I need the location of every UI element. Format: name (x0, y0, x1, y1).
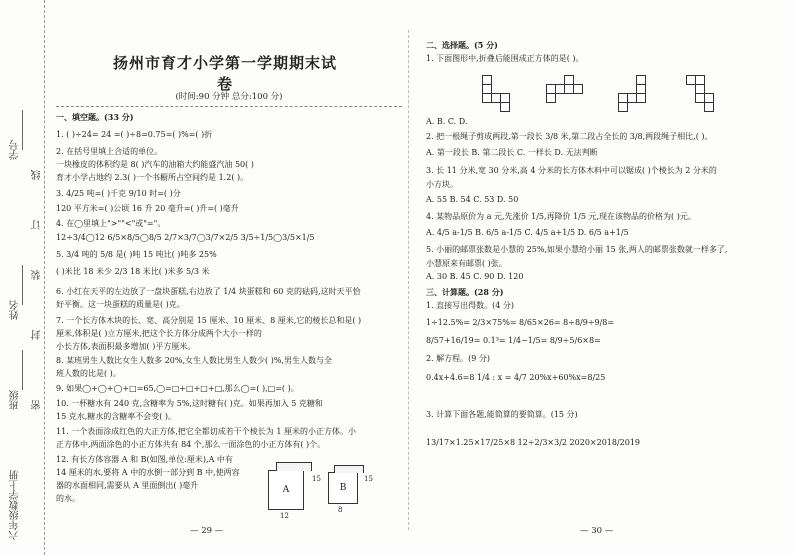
question-line: 2. 把一根绳子剪成两段,第一段长 3/8 米,第二段占全长的 3/8,两段绳子相比,( )。 (426, 132, 713, 141)
gutter-label-subject: 六年级数学上册 (10, 470, 21, 540)
gutter-mark: 密 (32, 400, 43, 410)
exam-title: 扬州市育才小学第一学期期末试卷 (112, 54, 337, 93)
gutter-label-student-id: 学号 (10, 140, 21, 160)
question-line: 班人数的比是( )。 (56, 369, 121, 378)
question-line: 1. 直接写出得数。(4 分) (426, 301, 515, 310)
question-line: A. B. C. D. (426, 117, 468, 126)
container-a-dim: 12 (280, 512, 289, 520)
question-line: 2. 解方程。(9 分) (426, 354, 491, 363)
container-b-label: B (339, 483, 347, 493)
question-line: 0.4x+4.6=8 1/4 : x = 4/7 20%x+60%x=8/25 (426, 373, 606, 382)
binding-gutter (0, 0, 45, 555)
gutter-label-class: 班级 (10, 390, 21, 410)
question-line: 9. 如果◯+◯+◯+□=65,◯=□+□+□+□,那么◯=( ),□=( )。 (56, 384, 299, 393)
question-line: 小方块。 (426, 180, 458, 189)
question-line: 1. 下面图形中,折叠后能围成正方体的是( )。 (426, 54, 584, 63)
gutter-label-name: 姓名 (10, 300, 21, 320)
container-b-top (334, 465, 364, 473)
question-line: 的水。 (56, 494, 80, 503)
question-line: 10. 一杯糖水有 240 克,含糖率为 5%,这时糖有( )克。如果再加入 5 克糖和 (56, 399, 323, 408)
container-a-top (276, 462, 312, 471)
question-line: 正方体中,两面涂色的小正方体共有 84 个,那么一面涂色的小正方体有( )个。 (56, 440, 326, 449)
question-line: 1. ( )÷24= 24 =( )÷8=0.75=( )%=( )折 (56, 130, 213, 139)
container-a (268, 470, 304, 510)
question-line: A. 4/5 a-1/5 B. 6/5 a-1/5 C. 4/5 a+1/5 D. 6/5 a+1/5 (426, 228, 629, 237)
page-divider (408, 30, 410, 530)
question-line: ( )米比 18 米少 2/3 18 米比( )米多 5/3 米 (56, 267, 210, 276)
gutter-mark: 线 (32, 170, 43, 180)
question-line: 器的水面相同,需要从 A 里面倒出( )毫升 (56, 481, 199, 490)
question-line: 13/17×1.25×17/25×8 12÷2/3×3/2 2020×2018/2019 (426, 438, 641, 447)
question-line: 好平衡。这一块蛋糕的质量是( )克。 (56, 300, 185, 309)
question-line: A. 30 B. 45 C. 90 D. 120 (426, 272, 524, 281)
question-line: 小慧原来有邮票( )张。 (426, 259, 507, 268)
section-heading: 一、填空题。(33 分) (56, 112, 134, 122)
section-heading: 二、选择题。(5 分) (426, 40, 498, 50)
exam-subtitle: (时间:90 分钟 总分:100 分) (175, 92, 283, 102)
container-b-dim: 8 (338, 506, 343, 514)
question-line: 4. 某物品原价为 a 元,先涨价 1/5,再降价 1/5 元,现在该物品的价格为( )元。 (426, 212, 696, 221)
question-line: 12÷3/4◯12 6/5×8/5◯8/5 2/7×3/7◯3/7×2/5 3/5÷1/5◯3/5×1/5 (56, 233, 315, 242)
question-line: 7. 一个长方体木块的长、宽、高分别是 15 厘米、10 厘米、8 厘米,它的棱长总和是( ) (56, 316, 362, 325)
gutter-mark: 装 (32, 270, 43, 280)
question-line: 6. 小红在天平的左边放了一盘块蛋糕,右边放了 1/4 块蛋糕和 60 克的砝码,这时天平恰 (56, 287, 361, 296)
question-line: 3. 4/25 吨=( )千克 9/10 时=( )分 (56, 189, 181, 198)
container-a-label: A (282, 485, 290, 495)
fill-line (22, 265, 23, 305)
container-b (328, 472, 358, 504)
section-heading: 三、计算题。(28 分) (426, 287, 504, 297)
question-line: 3. 计算下面各题,能简算的要简算。(15 分) (426, 410, 578, 419)
gutter-mark: 订 (32, 220, 43, 230)
question-line: 8. 某班男生人数比女生人数多 20%,女生人数比男生人数少( )%,男生人数与全 (56, 356, 332, 365)
question-line: A. 第一段长 B. 第二段长 C. 一样长 D. 无法判断 (426, 148, 598, 157)
question-line: 15 克水,糖水的含糖率不会变( )。 (56, 412, 177, 421)
fill-line (22, 110, 23, 150)
question-line: 4. 在◯里填上">""<"或"="。 (56, 219, 166, 228)
container-b-dim: 15 (364, 475, 373, 483)
page-number-right: — 30 — (580, 526, 614, 536)
question-line: 2. 在括号里填上合适的单位。 (56, 147, 163, 156)
question-line: 120 平方米=( )公顷 16 升 20 毫升=( )升=( )毫升 (56, 204, 239, 213)
container-a-dim: 15 (312, 475, 321, 483)
question-line: 小长方体,表面积最多增加( )平方厘米。 (56, 342, 196, 351)
question-line: 育才小学占地约 2.3( )一个书橱所占空间约是 1.2( )。 (56, 173, 249, 182)
question-line: 1÷12.5%= 2/3×75%= 8/65×26= 8÷8/9÷9/8= (426, 318, 615, 327)
question-line: A. 55 B. 54 C. 53 D. 50 (426, 195, 519, 204)
question-line: 5. 小丽的邮票张数是小慧的 25%,如果小慧给小丽 15 张,两人的邮票张数就一样多了, (426, 245, 728, 254)
question-line: 11. 一个表面涂成红色的大正方体,把它全都切成若干个棱长为 1 厘米的小正方体。小 (56, 427, 356, 436)
question-line: 14 厘米的水,要将 A 中的水倒一部分到 B 中,使两容 (56, 468, 240, 477)
fill-line (22, 350, 23, 390)
question-line: 一块橡皮的体积约是 8( )汽车的油箱大约能盛汽油 50( ) (56, 160, 254, 169)
question-line: 3. 长 11 分米,宽 30 分米,高 4 分米的长方体木料中可以锯成( )个棱长为 2 分米的 (426, 166, 717, 175)
question-line: 5. 3/4 吨的 5/8 是( )吨 15 吨比( )吨多 25% (56, 250, 217, 259)
question-line: 厘米,体积是( )立方厘米,把这个长方体分成两个大小一样的 (56, 329, 262, 338)
question-line: 12. 有长方体容器 A 和 B(如图,单位:厘米),A 中有 (56, 455, 233, 464)
question-line: 8/57+16/19= 0.1³= 1/4−1/5= 8/9÷5/6×8= (426, 336, 601, 345)
header-rule (56, 106, 402, 107)
page-number-left: — 29 — (190, 526, 224, 536)
gutter-mark: 封 (32, 330, 43, 340)
